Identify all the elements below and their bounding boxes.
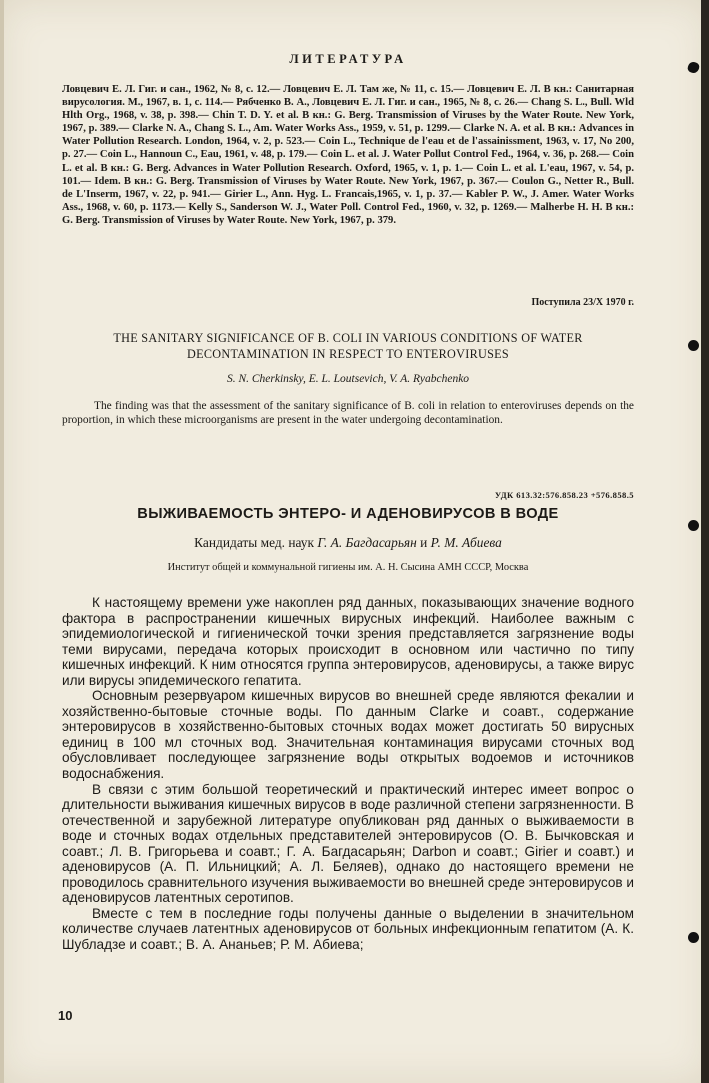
binding-hole-mark <box>688 932 699 943</box>
binding-hole-mark <box>688 340 699 351</box>
references-heading: ЛИТЕРАТУРА <box>289 52 407 66</box>
author-2: Р. М. Абиева <box>430 535 502 550</box>
authors-and: и <box>420 535 428 550</box>
english-summary-title: THE SANITARY SIGNIFICANCE OF B. COLI IN VARIOUS CONDITIONS OF WATER DECONTAMINATION IN RESPECT TO ENTEROVIRUSES <box>113 331 583 361</box>
body-paragraph: Основным резервуаром кишечных вирусов во внешней среде являются фекалии и хозяйственно-бытовые сточные воды. По данным Clarke и соавт., содержание энтеровирусов в хозяйственно-бытовых сточных водах может достигать 50 вирусных единиц в 100 мл сточных вод. Значительная контаминация вирусами сточных вод обусловливает последующее загрязнение воды открытых водоемов и источников водоснабжения. <box>62 688 634 782</box>
author-1: Г. А. Багдасарьян <box>317 535 417 550</box>
body-paragraph: Вместе с тем в последние годы получены данные о выделении в значительном количестве случаев латентных аденовирусов от больных инфекционным гепатитом (А. К. Шубладзе и соавт.; В. А. Ананьев; Р. М. Абиева; <box>62 905 634 953</box>
udk-code: УДК 613.32:576.858.23 +576.858.5 <box>494 490 634 500</box>
authors-prefix: Кандидаты мед. наук <box>194 535 314 550</box>
binding-hole-mark <box>688 520 699 531</box>
body-paragraph: В связи с этим большой теоретический и практический интерес имеет вопрос о длительности выживания кишечных вирусов в воде различной степени загрязненности. В отечественной и зарубежной литературе опубликован ряд данных о выживаемости в воде и сточных водах отдельных представителей энтеровирусов (О. В. Бычковская и соавт.; Л. В. Григорьева и соавт.; Г. А. Багдасарьян; Darbon и соавт.; Girier и соавт.) и аденовирусов (А. П. Ильницкий; А. Л. Беляев), однако до настоящего времени не проводилось сравнительного изучения выживаемости во внешней среде энтеровирусов и аденовирусов латентных серотипов. <box>62 781 634 906</box>
institute-affiliation: Институт общей и коммунальной гигиены им. А. Н. Сысина АМН СССР, Москва <box>167 562 529 573</box>
page-left-edge <box>0 0 4 1083</box>
references-list: Ловцевич Е. Л. Гиг. и сан., 1962, № 8, с. 12.— Ловцевич Е. Л. Там же, № 11, с. 15.— Ловцевич Е. Л. В кн.: Санитарная вирусология. М., 1967, в. 1, с. 114.— Рябченко В. А., Ловцевич Е. Л. Гиг. и сан., 1965, № 8, с. 26.— Chang S. L., Bull. Wld Hlth Org., 1968, v. 38, p. 398.— Chin T. D. Y. et al. В кн.: G. Berg. Transmission of Viruses by the Water Route. New York, 1967, p. 389.— Clarke N. A., Chang S. L., Am. Water Works Ass., 1959, v. 51, p. 1299.— Clarke N. A. et al. В кн.: Advances in Water Pollution Research. London, 1964, v. 2, p. 523.— Coin L., Technique de l'eau et de l'assainissment, 1963, v. 17, No 200, p. 27.— Coin L., Hannoun C., Eau, 1961, v. 48, p. 179.— Coin L. et al. J. Water Pollut Control Fed., 1964, v. 36, p. 268.— Coin L. et al. В кн.: G. Berg. Advances in Water Pollution Research. Oxford, 1965, v. 1, p. 1.— Coin L. et al. L'eau, 1967, v. 54, p. 101.— Idem. В кн.: G. Berg. Transmission of Viruses by Water Route. New York, 1967, p. 367.— Coulon G., Netter R., Bull. de L'Inserm, 1967, v. 22, p. 941.— Girier L., Ann. Hyg. L. Francais,1965, v. 1, p. 37.— Kabler P. W., J. Amer. Water Works Ass., 1968, v. 60, p. 1173.— Kelly S., Sanderson W. J., Water Poll. Control Fed., 1960, v. 32, p. 1269.— Malherbe H. H. В кн.: G. Berg. Transmission of Viruses by Water Route. New York, 1967, p. 379. <box>62 84 634 226</box>
binding-hole-mark <box>686 60 700 74</box>
article-authors <box>62 535 634 551</box>
page-right-edge <box>701 0 709 1083</box>
article-title: ВЫЖИВАЕМОСТЬ ЭНТЕРО- И АДЕНОВИРУСОВ В ВОДЕ <box>137 506 559 522</box>
body-paragraph: К настоящему времени уже накоплен ряд данных, показывающих значение водного фактора в распространении кишечных вирусных инфекций. Наиболее важным с эпидемиологической и гигиенической точки зрения представляется загрязнение воды теми вирусами, передача которых происходит в основном или частично по типу кишечных инфекций. К ним относятся группа энтеровирусов, аденовирусы, а также вирус или вирусы эпидемического гепатита. <box>62 595 634 688</box>
english-summary-authors: S. N. Cherkinsky, E. L. Loutsevich, V. A. Ryabchenko <box>226 373 470 385</box>
page-number: 10 <box>58 1008 73 1023</box>
received-date: Поступила 23/X 1970 г. <box>531 297 634 308</box>
english-summary-abstract: The finding was that the assessment of the sanitary significance of B. coli in relation to enteroviruses depends on the proportion, in which these microorganisms are present in the water undergoing decontamination. <box>62 400 634 426</box>
article-body <box>62 595 634 953</box>
